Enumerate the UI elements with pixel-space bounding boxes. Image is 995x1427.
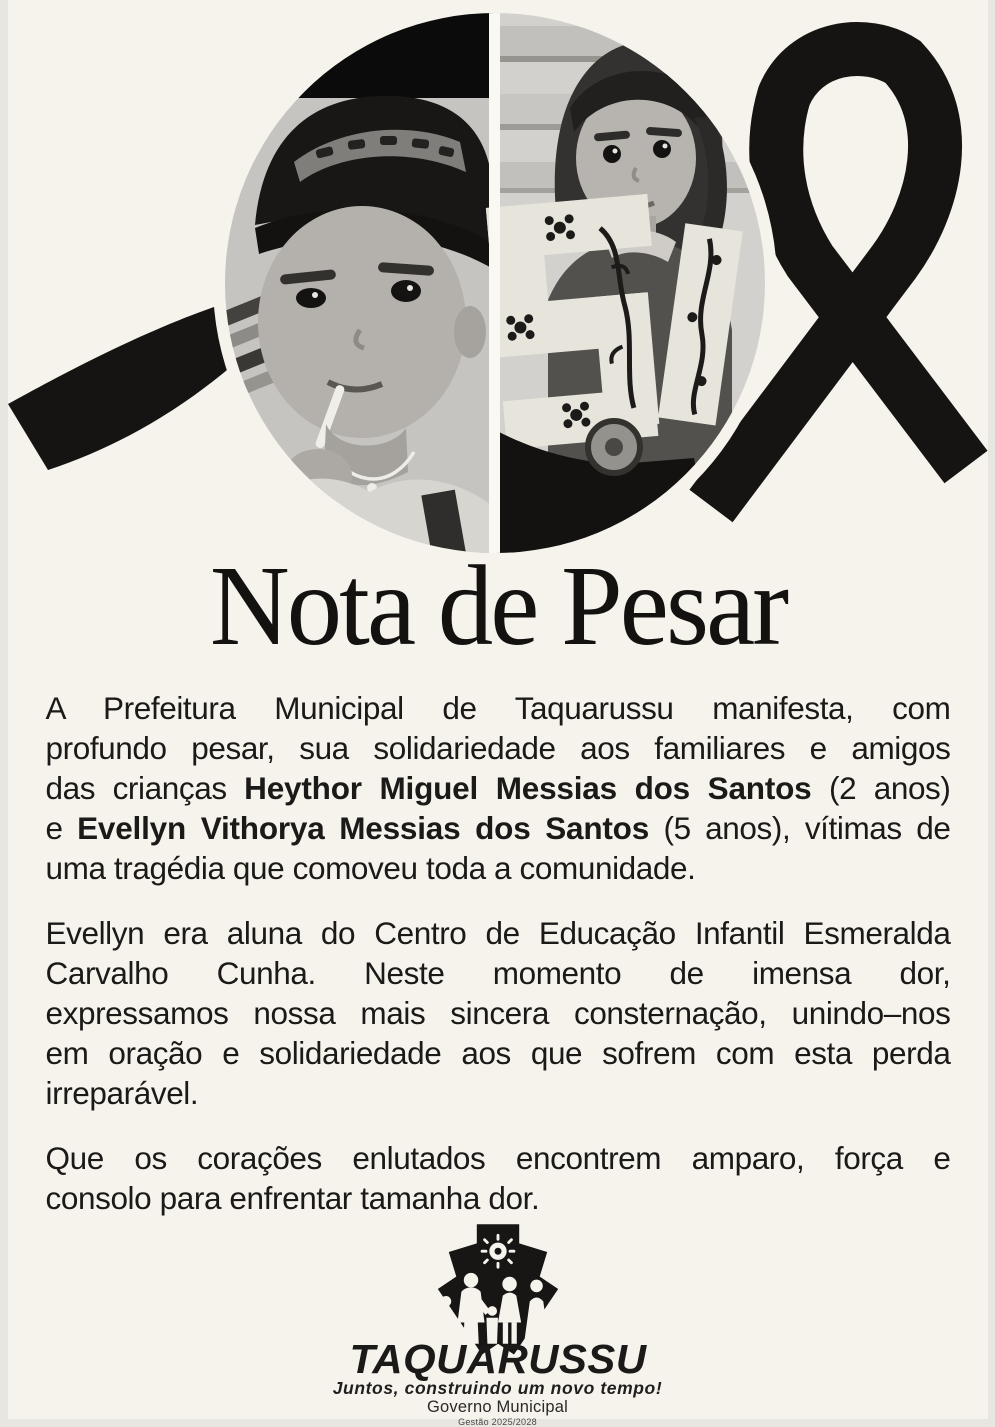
text-run: consolo para enfrentar tamanha dor. xyxy=(45,1180,540,1216)
text-line xyxy=(46,728,951,768)
text-run: Carvalho Cunha. Neste momento de imensa dor, xyxy=(45,955,951,991)
text-line xyxy=(46,1073,951,1113)
text-line xyxy=(46,808,951,848)
memorial-collage xyxy=(8,0,988,570)
text-run: (5 anos), vítimas de xyxy=(649,810,951,846)
logo-government: Governo Municipal xyxy=(427,1398,568,1416)
text-line xyxy=(46,913,951,953)
text-run: Evellyn Vithorya Messias dos Santos xyxy=(77,810,650,846)
body-text xyxy=(46,688,951,1243)
logo-wordmark: TAQUARUSSU xyxy=(348,1336,647,1382)
text-run: e xyxy=(45,810,78,846)
text-line xyxy=(46,1178,951,1218)
page-title: Nota de Pesar xyxy=(209,542,786,669)
text-line xyxy=(46,768,951,808)
text-run: A Prefeitura Municipal de Taquarussu manifesta, com xyxy=(45,690,951,726)
photo-divider xyxy=(489,0,500,570)
paragraph xyxy=(46,688,951,888)
memorial-note-page xyxy=(8,0,988,1427)
text-run: irreparável. xyxy=(45,1075,199,1111)
text-run: Heythor Miguel Messias dos Santos xyxy=(244,770,812,806)
text-run: em oração e solidariedade aos que sofrem com esta perda xyxy=(45,1035,951,1071)
text-line xyxy=(46,1138,951,1178)
text-run: uma tragédia que comoveu toda a comunidade. xyxy=(45,850,696,886)
text-run: expressamos nossa mais sincera consternação, unindo–nos xyxy=(45,995,951,1031)
sun-icon xyxy=(480,1234,515,1269)
text-run: Que os corações enlutados encontrem amparo, força e xyxy=(45,1140,951,1176)
text-run: das crianças xyxy=(45,770,245,806)
text-run: (2 anos) xyxy=(811,770,951,806)
paragraph xyxy=(46,913,951,1113)
photo-boy xyxy=(190,0,495,575)
text-line xyxy=(46,1033,951,1073)
municipal-logo xyxy=(8,1222,988,1427)
ribbon-tail-icon xyxy=(8,298,250,470)
text-run: profundo pesar, sua solidariedade aos familiares e amigos xyxy=(45,730,951,766)
text-line xyxy=(46,953,951,993)
text-line xyxy=(46,848,951,888)
logo-tagline: Juntos, construindo um novo tempo! xyxy=(332,1378,663,1398)
text-line xyxy=(46,993,951,1033)
text-run: Evellyn era aluna do Centro de Educação Infantil Esmeralda xyxy=(45,915,951,951)
logo-term: Gestão 2025/2028 xyxy=(458,1417,537,1427)
taquarussu-crest-icon xyxy=(392,1222,604,1346)
paragraph xyxy=(46,1138,951,1218)
text-line xyxy=(46,688,951,728)
